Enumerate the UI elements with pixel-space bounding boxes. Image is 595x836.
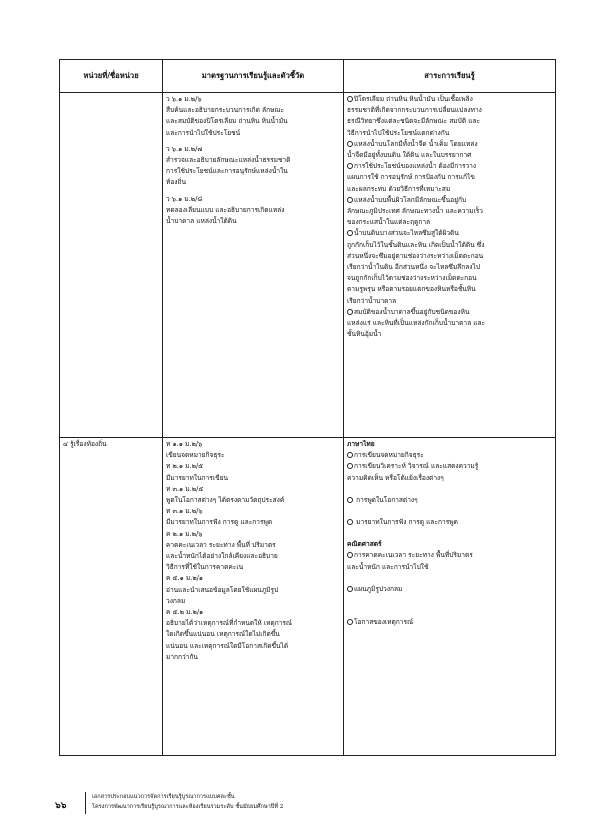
content-text: ธรรมชาติที่เกิดจากกระบวนการเปลี่ยนแปลงทาง	[347, 106, 482, 115]
content-text: สมบัติของน้ำบาดาลขึ้นอยู่กับชนิดของหิน	[354, 307, 470, 316]
indicator-code: ค ๕.๒ ม.๒/๑	[166, 608, 204, 617]
circle-bullet-icon	[347, 163, 353, 169]
circle-bullet-icon	[347, 141, 353, 147]
content-text: ส่วนหนึ่งจะซึมอยู่ตามช่องว่างระหว่างเม็ดตะกอน	[347, 251, 484, 260]
curriculum-table	[59, 59, 556, 756]
circle-bullet-icon	[347, 452, 353, 458]
content-text: ถูกกักเก็บไว้ในชั้นดินและหิน เกิดเป็นน้ำใต้ดิน ซึ่ง	[347, 240, 485, 249]
circle-bullet-icon	[347, 497, 353, 503]
indicator-text: สำรวจและอธิบายลักษณะแหล่งน้ำธรรมชาติ	[166, 156, 291, 165]
content-text: น้ำบนดินบางส่วนจะไหลซึมสู่ใต้ผิวดิน	[354, 229, 459, 238]
content-text: น้ำจืดมีอยู่ทั้งบนดิน ใต้ดิน และในบรรยากาศ	[347, 151, 472, 160]
content-text: แผนภูมิรูปวงกลม	[354, 584, 403, 593]
circle-bullet-icon	[347, 586, 353, 592]
header-unit: หน่วยที่/ชื่อหน่วย	[60, 60, 163, 93]
content-cell	[344, 438, 556, 756]
content-text: วิธีการนำไปใช้ประโยชน์แตกต่างกัน	[347, 128, 450, 137]
content-text: เรียกว่าน้ำบาดาล	[347, 296, 397, 305]
indicator-block	[166, 94, 340, 139]
content-item	[347, 94, 552, 139]
content-text: และน้ำหนัก และการนำไปใช้	[347, 562, 429, 571]
content-text: ลักษณะภูมิประเทศ ลักษณะทางน้ำ และความเร็ว	[347, 207, 483, 216]
indicator-text: และการนำไปใช้ประโยชน์	[166, 128, 241, 137]
circle-bullet-icon	[347, 309, 353, 315]
indicator-text: การใช้ประโยชน์และการอนุรักษ์แหล่งน้ำใน	[166, 167, 288, 176]
table-row	[60, 93, 556, 438]
content-text: การเขียนจดหมายกิจธุระ	[354, 451, 424, 460]
page-footer	[55, 792, 555, 818]
indicator-code: ว ๖.๑ ม.๒/๘	[166, 194, 203, 203]
indicator-text: มีมารยาทในการเขียน	[166, 473, 228, 482]
content-text: จนถูกกักเก็บไว้ตามช่องว่างระหว่างเม็ดตะกอน	[347, 274, 477, 283]
indicator-text: และน้ำหนักได้อย่างใกล้เคียงและอธิบาย	[166, 552, 278, 561]
content-text: โอกาสของเหตุการณ์	[354, 618, 414, 627]
indicator-block	[166, 144, 340, 189]
footer-caption	[92, 793, 283, 812]
circle-bullet-icon	[347, 552, 353, 558]
content-text: การคาดคะเนเวลา ระยะทาง พื้นที่ปริมาตร	[354, 551, 473, 560]
content-text: แหล่งน้ำบนพื้นผิวโลกมีลักษณะขึ้นอยู่กับ	[354, 195, 467, 204]
content-text: การเขียนวิเคราะห์ วิจารณ์ และแสดงความรู้	[354, 462, 479, 471]
indicator-text: และสมบัติของปิโตรเลียม ถ่านหิน หินน้ำมัน	[166, 117, 288, 126]
indicator-text: อธิบายได้ว่าเหตุการณ์ที่กำหนดให้ เหตุการณ์	[166, 619, 293, 628]
indicator-code: ท ๒.๑ ม.๒/๕	[166, 462, 204, 471]
subject-heading-math: คณิตศาสตร์	[347, 540, 382, 549]
page-number: ๖๖	[55, 801, 67, 811]
indicator-text: แน่นอน และเหตุการณ์ใดมีโอกาสเกิดขึ้นได้	[166, 641, 289, 650]
circle-bullet-icon	[347, 230, 353, 236]
indicator-text: พูดในโอกาสต่างๆ ได้ตรงตามวัตถุประสงค์	[166, 496, 285, 505]
circle-bullet-icon	[347, 463, 353, 469]
indicator-code: ว ๖.๑ ม.๒/๖	[166, 95, 202, 103]
header-standards: มาตรฐานการเรียนรู้และตัวชี้วัด	[163, 60, 344, 93]
content-text: ปิโตรเลียม ถ่านหิน หินน้ำมัน เป็นเชื้อเพลิง	[354, 95, 473, 103]
circle-bullet-icon	[347, 96, 353, 102]
indicator-text: คาดคะเนเวลา ระยะทาง พื้นที่ ปริมาตร	[166, 540, 276, 549]
content-text: ความคิดเห็น หรือโต้แย้งเรื่องต่างๆ	[347, 473, 444, 482]
circle-bullet-icon	[347, 619, 353, 625]
content-text: แผนการใช้ การอนุรักษ์ การป้องกัน การแก้ไข	[347, 173, 475, 182]
indicator-text: วิธีการที่ใช้ในการคาดคะเน	[166, 563, 244, 572]
unit-title: ๔ รู้เรื่องท้องถิ่น	[63, 440, 107, 448]
indicator-text: ใดเกิดขึ้นแน่นอน เหตุการณ์ใดไม่เกิดขึ้น	[166, 630, 280, 639]
indicator-code: ค ๕.๑ ม.๒/๑	[166, 574, 204, 583]
indicator-code: ค ๒.๑ ม.๒/๖	[166, 529, 203, 538]
indicator-text: มีมารยาทในการฟัง การดู และการพูด	[166, 518, 273, 527]
content-text: การใช้ประโยชน์ของแหล่งน้ำ ต้องมีการวาง	[354, 162, 477, 171]
indicator-code: ว ๖.๑ ม.๒/๗	[166, 144, 203, 153]
indicator-code: ท ๓.๑ ม.๒/๖	[166, 507, 203, 516]
content-text: มารยาทในการฟัง การดู และการพูด	[354, 518, 458, 527]
content-item	[347, 228, 552, 306]
circle-bullet-icon	[347, 197, 353, 203]
indicator-text: วงกลม	[166, 596, 186, 605]
indicators-cell	[163, 93, 344, 438]
indicator-text: น้ำบาดาล แหล่งน้ำใต้ดิน	[166, 217, 237, 226]
content-item	[347, 307, 552, 341]
content-text: ตามรูพรุน หรือตามรอยแตกของหินหรือชั้นหิน	[347, 285, 476, 294]
unit-cell	[60, 93, 163, 438]
header-content: สาระการเรียนรู้	[344, 60, 556, 93]
table-header-row	[60, 60, 556, 93]
content-text: เรียกว่าน้ำในดิน อีกส่วนหนึ่ง จะไหลซึมลึกลงไป	[347, 263, 480, 272]
indicator-text: ท้องถิ่น	[166, 178, 187, 187]
content-text: แหล่งแร่ และหินที่เป็นแหล่งกักเก็บน้ำบาดาล และ	[347, 319, 486, 328]
indicator-text: อ่านและนำเสนอข้อมูลโดยใช้แผนภูมิรูป	[166, 585, 279, 594]
content-text: ธรณีวิทยาซึ่งแต่ละชนิดจะมีลักษณะ สมบัติ และ	[347, 117, 481, 126]
content-text: แหล่งน้ำบนโลกมีทั้งน้ำจืด น้ำเค็ม โดยแหล่ง	[354, 139, 478, 148]
unit-cell	[60, 438, 163, 756]
content-text: การพูดในโอกาสต่างๆ	[354, 495, 418, 504]
indicators-cell	[163, 438, 344, 756]
content-text: และผลกระทบ ด้วยวิธีการที่เหมาะสม	[347, 184, 451, 193]
content-cell	[344, 93, 556, 438]
content-item	[347, 161, 552, 195]
content-item	[347, 195, 552, 229]
circle-bullet-icon	[347, 519, 353, 525]
footer-line: โครงการพัฒนาการเรียนรู้บูรณาการและห้องเรียนรวมระดับ ชั้นมัธยมศึกษาปีที่ 2	[92, 803, 284, 810]
content-text: ชั้นหินอุ้มน้ำ	[347, 330, 382, 339]
indicator-text: ทดลองเลียนแบบ และอธิบายการเกิดแหล่ง	[166, 205, 285, 214]
indicator-code: ท ๓.๑ ม.๒/๕	[166, 484, 204, 493]
content-item	[347, 139, 552, 161]
subject-heading-thai: ภาษาไทย	[347, 440, 375, 448]
footer-divider	[85, 792, 86, 814]
indicator-text: สืบค้นและอธิบายกระบวนการเกิด ลักษณะ	[166, 106, 285, 115]
footer-line: เอกสารประกอบแนวการจัดการเรียนรู้บูรณาการแบบคละชั้น	[92, 794, 235, 800]
indicator-text: เขียนจดหมายกิจธุระ	[166, 451, 225, 460]
indicator-text: มากกว่ากัน	[166, 652, 198, 661]
table-row	[60, 438, 556, 756]
indicator-block	[166, 194, 340, 228]
content-text: ของกระแสน้ำในแต่ละฤดูกาล	[347, 218, 431, 227]
indicator-code: ท ๑.๑ ม.๒/๖	[166, 440, 203, 448]
